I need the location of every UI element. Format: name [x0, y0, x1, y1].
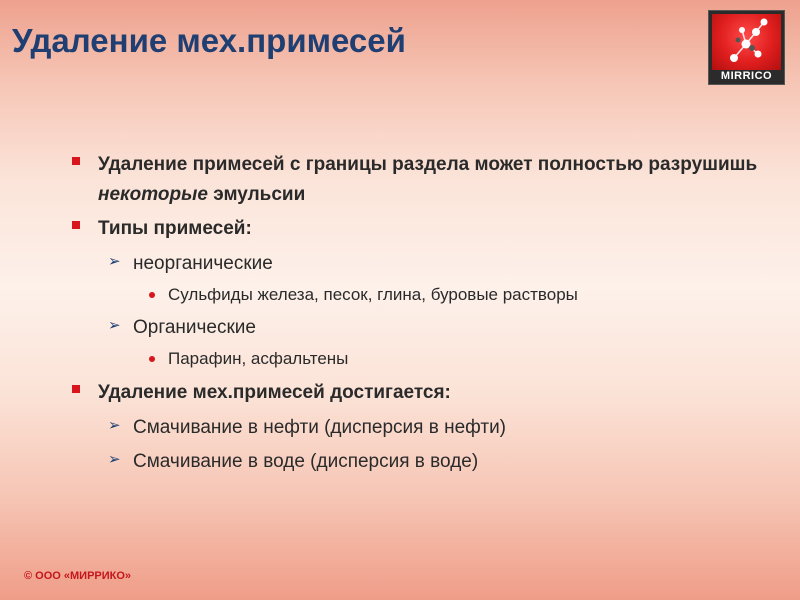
- red-dot-bullet-icon: [149, 356, 155, 362]
- bullet-item-2-text: Типы примесей:: [98, 218, 252, 239]
- arrow-bullet-icon: ➢: [108, 451, 121, 468]
- red-square-bullet-icon: [72, 221, 80, 229]
- bullet-list: [70, 150, 760, 480]
- bullet-item-2: [70, 214, 760, 244]
- sub-sub-item-organic-examples: [70, 346, 760, 372]
- sub-item-inorganic-text: неорганические: [133, 253, 273, 274]
- sub-sub-item-text: Парафин, асфальтены: [168, 349, 349, 368]
- sub-item-organic-text: Органические: [133, 317, 256, 338]
- bullet-item-1-italic: некоторые: [98, 184, 208, 205]
- arrow-bullet-icon: ➢: [108, 253, 121, 270]
- sub-item-inorganic: [70, 250, 760, 278]
- sub-sub-item-inorganic-examples: [70, 282, 760, 308]
- bullet-item-1-text: Удаление примесей с границы раздела может полностью разрушишь: [98, 154, 758, 175]
- bullet-item-1-text-end: эмульсии: [207, 184, 306, 205]
- red-square-bullet-icon: [72, 157, 80, 165]
- bullet-item-1: [70, 150, 760, 210]
- slide-title: Удаление мех.примесей: [12, 22, 406, 59]
- logo-molecule-icon: [712, 14, 781, 70]
- copyright-footer: © ООО «МИРРИКО»: [24, 570, 132, 582]
- sub-item-water-wetting-text: Смачивание в воде (дисперсия в воде): [133, 451, 479, 472]
- sub-sub-item-text: Сульфиды железа, песок, глина, буровые растворы: [168, 285, 578, 304]
- logo-text: MIRRICO: [720, 70, 773, 82]
- red-dot-bullet-icon: [149, 292, 155, 298]
- sub-item-oil-wetting: [70, 414, 760, 442]
- red-square-bullet-icon: [72, 385, 80, 393]
- mirrico-logo: [708, 10, 785, 85]
- sub-item-water-wetting: [70, 448, 760, 476]
- arrow-bullet-icon: ➢: [108, 317, 121, 334]
- sub-item-oil-wetting-text: Смачивание в нефти (дисперсия в нефти): [133, 417, 507, 438]
- sub-item-organic: [70, 314, 760, 342]
- bullet-item-3-text: Удаление мех.примесей достигается:: [98, 382, 451, 403]
- arrow-bullet-icon: ➢: [108, 417, 121, 434]
- bullet-item-3: [70, 378, 760, 408]
